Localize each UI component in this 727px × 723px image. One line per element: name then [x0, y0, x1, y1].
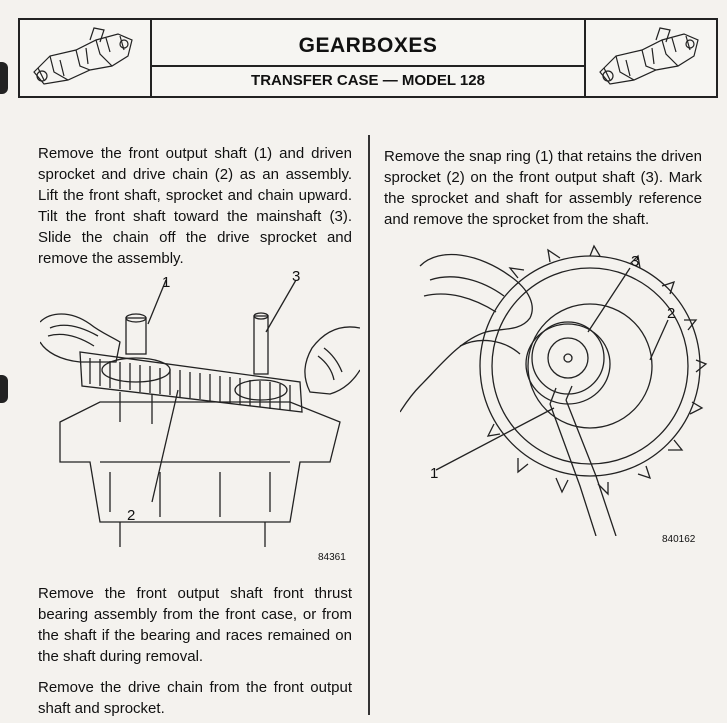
left-callout-1: 1: [162, 274, 171, 291]
snap-ring-figure: [400, 236, 710, 536]
gearbox-illustration-icon: [584, 20, 716, 96]
binding-mark-top: [0, 62, 8, 94]
gearbox-illustration-icon: [20, 20, 152, 96]
binding-mark-bottom: [0, 375, 8, 403]
right-callout-3: 3: [631, 253, 640, 270]
left-paragraph-2: Remove the front output shaft front thrust bearing assembly from the front case, or from the shaft if the bearing and races remained on the shaft during removal.: [38, 585, 352, 665]
column-divider: [368, 135, 370, 715]
right-figure-number: 840162: [662, 534, 696, 545]
right-paragraph-1: Remove the snap ring (1) that retains the driven sprocket (2) on the front output shaft (3). Mark the sprocket and shaft for assembly reference and remove the sprocket from the shaft.: [384, 148, 702, 228]
left-figure-number: 84361: [318, 552, 346, 563]
left-paragraph-1: Remove the front output shaft (1) and driven sprocket and drive chain (2) as an assembly. Lift the front shaft, sprocket and chain upward. Tilt the front shaft toward the mainshaft (3). Slide the chain off the drive sprocket and remove the assembly.: [38, 145, 352, 267]
left-callout-3: 3: [292, 268, 301, 285]
right-callout-1: 1: [430, 465, 439, 482]
page-subtitle: TRANSFER CASE — MODEL 128: [251, 72, 485, 89]
header-title-area: [150, 20, 586, 96]
page-title: GEARBOXES: [298, 34, 438, 57]
chain-assembly-figure: [40, 262, 360, 562]
left-callout-2: 2: [127, 507, 136, 524]
page-header: [18, 18, 718, 98]
header-divider: [150, 65, 586, 67]
left-paragraph-3: Remove the drive chain from the front output shaft and sprocket.: [38, 679, 352, 717]
right-callout-2: 2: [667, 305, 676, 322]
